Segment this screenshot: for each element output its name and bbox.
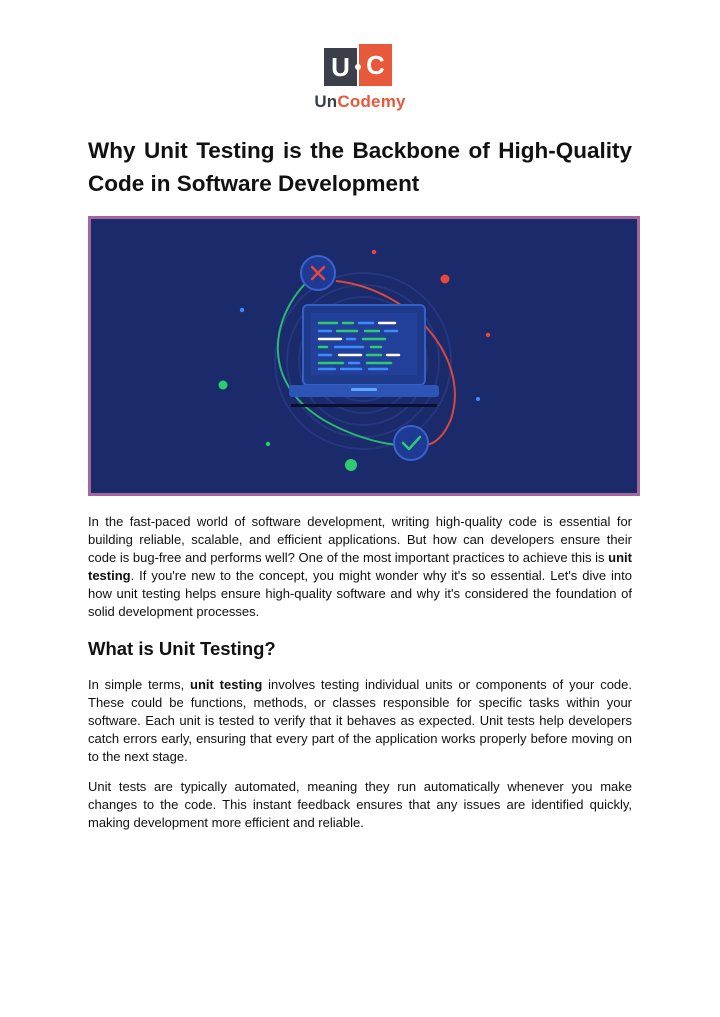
page-title: Why Unit Testing is the Backbone of High-Quality Code in Software Development bbox=[88, 138, 632, 196]
laptop-unit-test-illustration bbox=[91, 219, 637, 493]
laptop-icon bbox=[289, 305, 439, 407]
logo-mark-c: C bbox=[359, 44, 392, 86]
close-icon bbox=[301, 256, 335, 290]
intro-text-start: In the fast-paced world of software development, writing high-quality code is essential for building reliable, scalable, and efficient applications. But how can developers ensure their code is bug-free and performs well? One of the most important practices to achieve this is bbox=[88, 514, 632, 565]
logo-word-un: Un bbox=[314, 92, 338, 111]
section-p1-end: involves testing individual units or components of your code. These could be functions, methods, or classes responsible for specific tasks within your software. Each unit is tested to verify that it behaves as expected. Unit tests help developers catch errors early, ensuring that every part of the application works properly before moving on to the next stage. bbox=[88, 677, 632, 764]
hero-illustration bbox=[88, 216, 640, 496]
logo-mark-u: U bbox=[324, 48, 357, 86]
section-heading: What is Unit Testing? bbox=[88, 638, 276, 659]
section-p1-bold-term: unit testing bbox=[190, 677, 263, 692]
intro-text-end: . If you're new to the concept, you might wonder why it's so essential. Let's dive into how unit testing helps ensure high-quality software and why it's considered the foundation of solid development processes. bbox=[88, 568, 632, 619]
logo-wordmark bbox=[304, 92, 416, 112]
section-paragraph-1 bbox=[88, 676, 632, 766]
uncodemy-logo bbox=[304, 44, 416, 116]
intro-bold-term: unit testing bbox=[88, 550, 632, 583]
logo-word-codemy: Codemy bbox=[337, 92, 406, 111]
logo-dot bbox=[355, 64, 361, 70]
section-p1-start: In simple terms, bbox=[88, 677, 191, 692]
intro-paragraph bbox=[88, 513, 632, 621]
section-paragraph-2: Unit tests are typically automated, meaning they run automatically whenever you make changes to the code. This instant feedback ensures that any issues are identified quickly, making development more efficient and reliable. bbox=[88, 779, 632, 830]
logo-mark bbox=[324, 44, 392, 86]
check-icon bbox=[394, 426, 428, 460]
